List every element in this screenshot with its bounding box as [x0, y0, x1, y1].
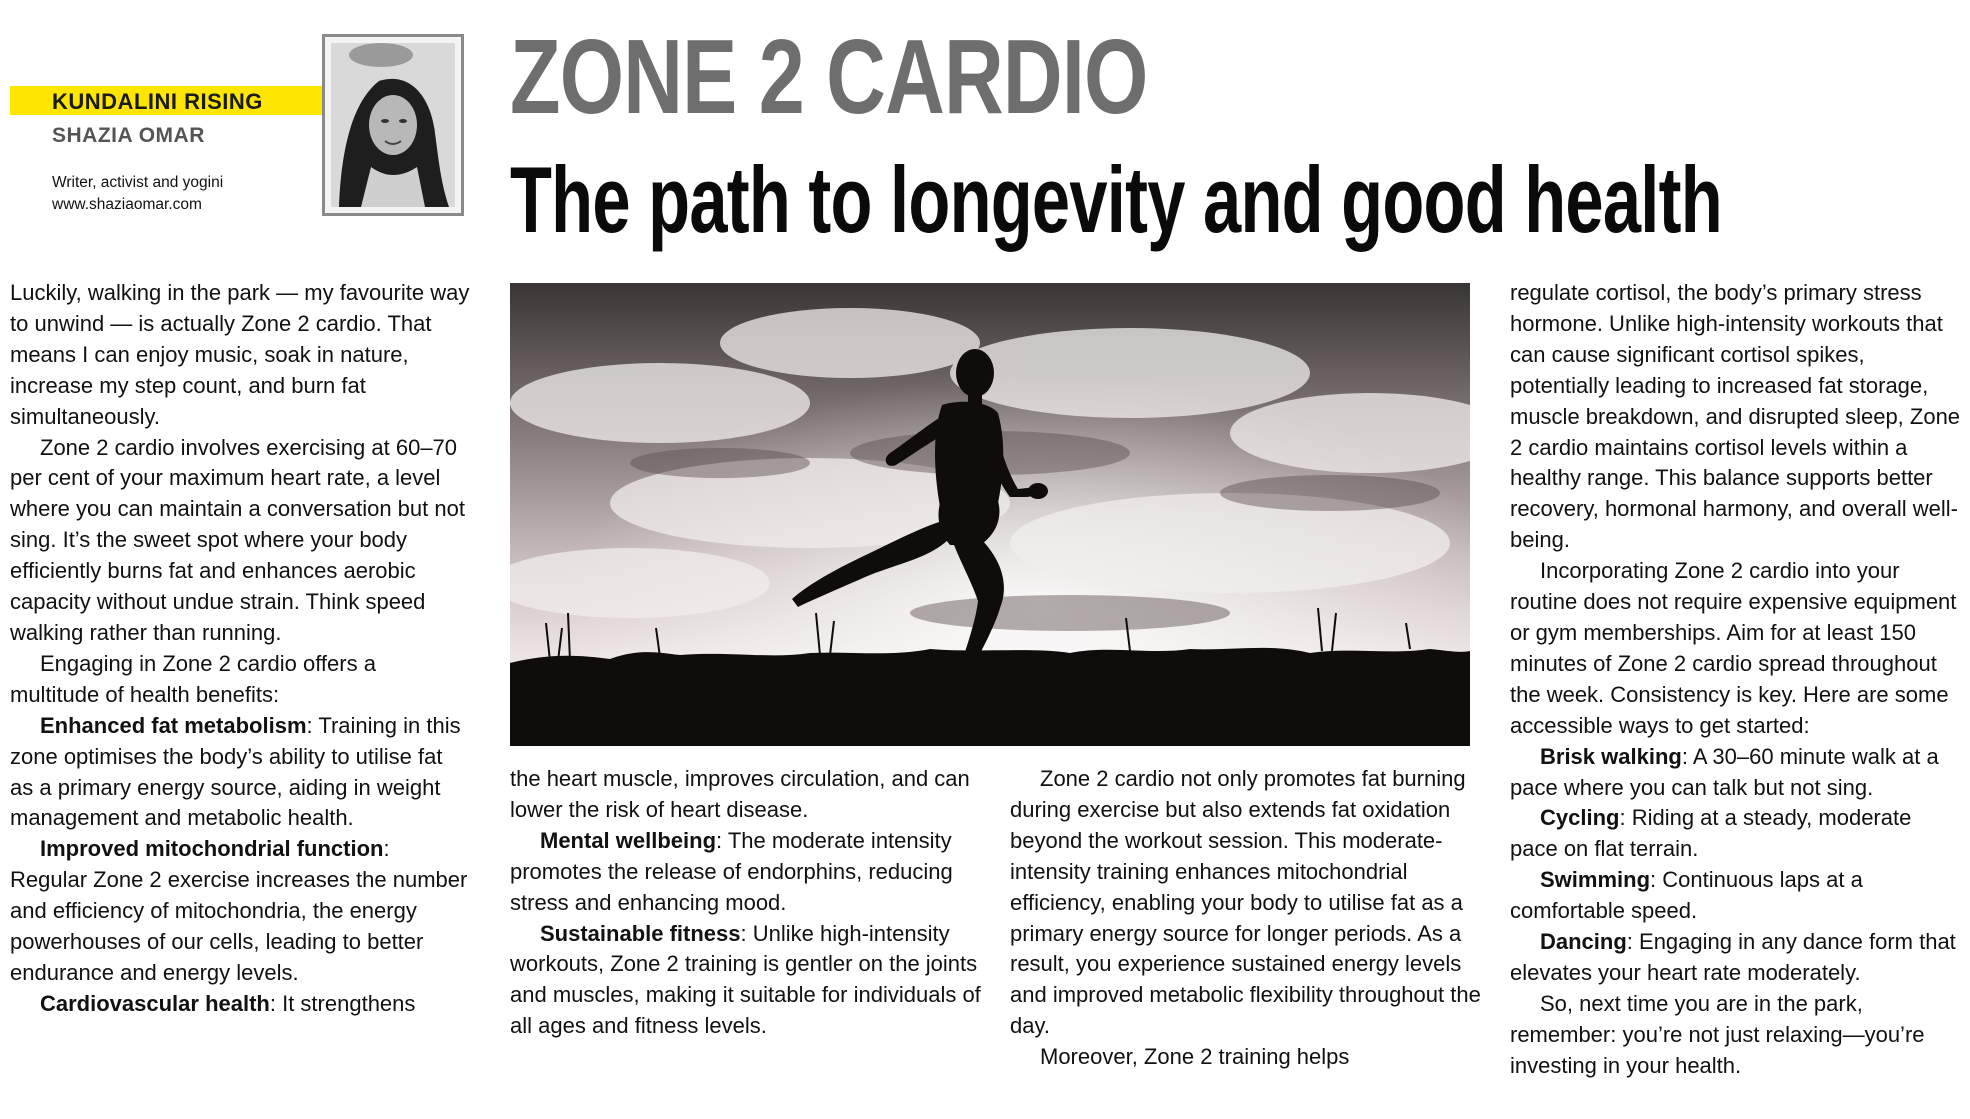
- paragraph: Engaging in Zone 2 cardio offers a multitude of health benefits:: [10, 650, 376, 707]
- author-role: Writer, activist and yogini: [52, 174, 224, 191]
- runner-silhouette-photo: [510, 283, 1470, 746]
- activity-text: : A 30–60 minute walk at a pace where you can talk but not sing.: [1510, 743, 1939, 800]
- benefit-heading: Mental wellbeing: [540, 827, 717, 853]
- activity-heading: Swimming: [1540, 867, 1651, 893]
- paragraph: [10, 834, 470, 989]
- paragraph: [1510, 742, 1965, 804]
- paragraph: So, next time you are in the park, remember: you’re not just relaxing—you’re investing in your health.: [1510, 990, 1925, 1078]
- paragraph: [10, 989, 470, 1020]
- paragraph: Moreover, Zone 2 training helps: [1040, 1044, 1350, 1070]
- benefit-heading: Enhanced fat metabolism: [40, 712, 307, 738]
- activity-text: : Continuous laps at a comfortable speed.: [1510, 867, 1863, 924]
- subheadline: The path to longevity and good health: [510, 147, 1722, 252]
- benefit-text: : Training in this zone optimises the body’s ability to utilise fat as a primary energy source, aiding in weight management and metabolic health.: [10, 712, 461, 831]
- paragraph: [1510, 927, 1965, 989]
- author-name: SHAZIA OMAR: [52, 124, 205, 147]
- article-column-1: [10, 278, 470, 1020]
- paragraph: [1510, 803, 1965, 865]
- author-website: www.shaziaomar.com: [52, 196, 202, 213]
- author-portrait-image: [331, 43, 455, 207]
- activity-text: : Engaging in any dance form that elevates your heart rate moderately.: [1510, 929, 1956, 985]
- benefit-heading: Cardiovascular health: [40, 990, 270, 1016]
- benefit-text: : It strengthens: [269, 990, 416, 1016]
- article-column-2: [510, 764, 990, 1042]
- article-column-3: [1010, 764, 1490, 1073]
- paragraph: Zone 2 cardio not only promotes fat burning during exercise but also extends fat oxidation beyond the workout session. This moderate-intensity training enhances mitochondrial efficiency, enabling your body to utilise fat as a primary energy source for longer periods. As a result, you experience sustained energy levels and improved metabolic flexibility throughout the day.: [1010, 766, 1481, 1039]
- activity-heading: Brisk walking: [1540, 743, 1682, 769]
- benefit-text: : Unlike high-intensity workouts, Zone 2 training is gentler on the joints and muscles, making it suitable for individuals of all ages and fitness levels.: [510, 920, 981, 1039]
- column-tag: KUNDALINI RISING: [52, 89, 263, 114]
- activity-text: : Riding at a steady, moderate pace on flat terrain.: [1510, 805, 1912, 862]
- paragraph: Incorporating Zone 2 cardio into your routine does not require expensive equipment or gym memberships. Aim for at least 150 minutes of Zone 2 cardio spread throughout the week. Consistency is key. Here are some accessible ways to get started:: [1510, 558, 1957, 738]
- headline: ZONE 2 CARDIO: [510, 18, 1148, 136]
- paragraph: [510, 919, 990, 1043]
- paragraph: [510, 826, 990, 919]
- benefit-text: : Regular Zone 2 exercise increases the number and efficiency of mitochondria, the energy powerhouses of our cells, leading to better endurance and energy levels.: [10, 836, 468, 985]
- author-photo: [322, 34, 464, 216]
- paragraph: [10, 711, 470, 835]
- paragraph: Zone 2 cardio involves exercising at 60–70 per cent of your maximum heart rate, a level where you can maintain a conversation but not sing. It’s the sweet spot where your body efficiently burns fat and enhances aerobic capacity without undue strain. Think speed walking rather than running.: [10, 434, 465, 645]
- benefit-heading: Improved mitochondrial function: [40, 836, 384, 862]
- runner-silhouette-image: [510, 283, 1470, 746]
- paragraph: [1510, 865, 1965, 927]
- benefit-heading: Sustainable fitness: [540, 920, 741, 946]
- benefit-text: : The moderate intensity promotes the release of endorphins, reducing stress and enhancing mood.: [510, 827, 953, 915]
- paragraph: Luckily, walking in the park — my favourite way to unwind — is actually Zone 2 cardio. That means I can enjoy music, soak in nature, increase my step count, and burn fat simultaneously.: [10, 280, 470, 429]
- author-description: [52, 172, 223, 216]
- activity-heading: Dancing: [1540, 929, 1627, 955]
- activity-heading: Cycling: [1540, 805, 1620, 831]
- paragraph: regulate cortisol, the body’s primary stress hormone. Unlike high-intensity workouts that can cause significant cortisol spikes, potentially leading to increased fat storage, muscle breakdown, and disrupted sleep, Zone 2 cardio maintains cortisol levels within a healthy range. This balance supports better recovery, hormonal harmony, and overall well-being.: [1510, 280, 1961, 553]
- article-column-4: [1510, 278, 1965, 1082]
- paragraph: the heart muscle, improves circulation, and can lower the risk of heart disease.: [510, 766, 970, 822]
